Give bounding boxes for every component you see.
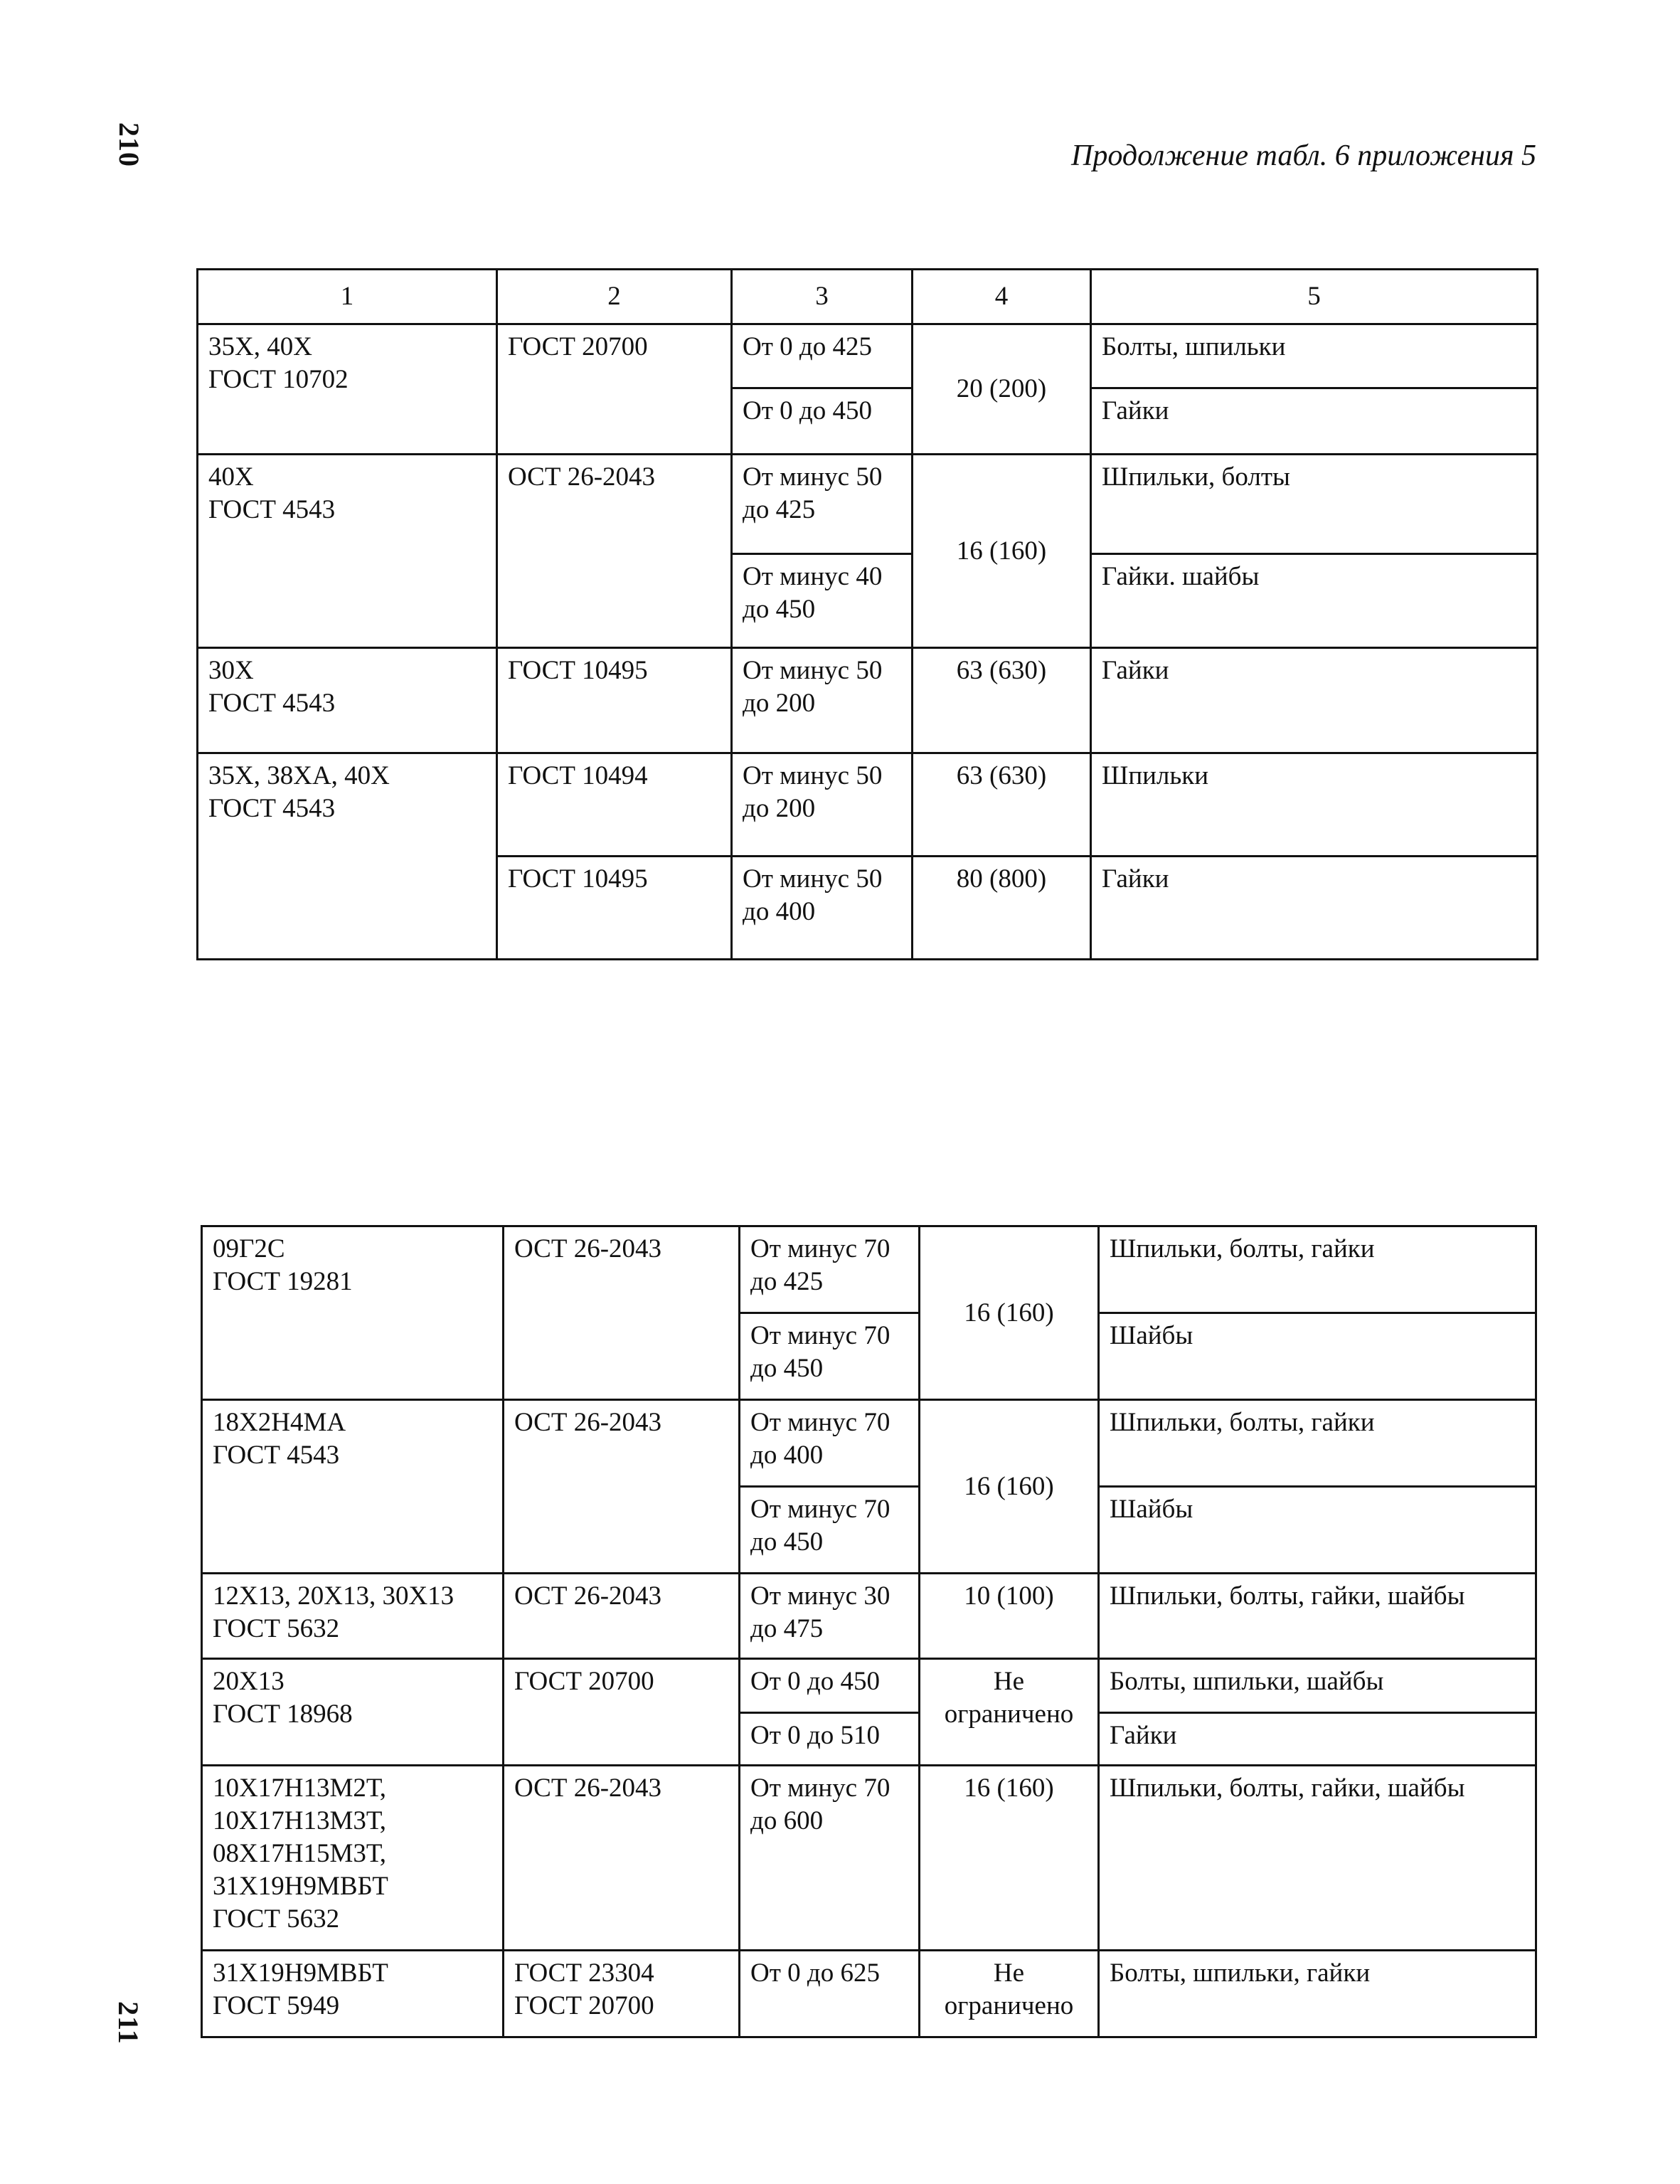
temperature-cell: От минус 50 до 425	[732, 455, 913, 554]
standard-cell: ГОСТ 10495	[497, 857, 732, 960]
purpose-cell: Шпильки, болты, гайки	[1099, 1400, 1536, 1487]
purpose-cell: Болты, шпильки	[1091, 324, 1538, 388]
standard-cell: ГОСТ 23304 ГОСТ 20700	[504, 1951, 740, 2037]
purpose-cell: Гайки. шайбы	[1091, 554, 1538, 648]
purpose-cell: Шпильки, болты, гайки	[1099, 1226, 1536, 1313]
header-cell: 3	[732, 270, 913, 324]
purpose-cell: Гайки	[1091, 648, 1538, 753]
table-row	[202, 1226, 1536, 1313]
table-row	[198, 753, 1538, 857]
material-cell: 12Х13, 20Х13, 30Х13 ГОСТ 5632	[202, 1574, 504, 1659]
material-cell: 18Х2Н4МА ГОСТ 4543	[202, 1400, 504, 1574]
table-row	[202, 1659, 1536, 1713]
table-row	[202, 1951, 1536, 2037]
pressure-cell: 80 (800)	[913, 857, 1091, 960]
pressure-cell: Не ограничено	[920, 1951, 1099, 2037]
standard-cell: ОСТ 26-2043	[504, 1766, 740, 1951]
standard-cell: ГОСТ 20700	[504, 1659, 740, 1766]
temperature-cell: От минус 50 до 200	[732, 648, 913, 753]
purpose-cell: Шпильки, болты, гайки, шайбы	[1099, 1766, 1536, 1951]
pressure-cell: 63 (630)	[913, 753, 1091, 857]
material-cell: 30Х ГОСТ 4543	[198, 648, 497, 753]
temperature-cell: От минус 70 до 425	[740, 1226, 920, 1313]
temperature-cell: От 0 до 450	[740, 1659, 920, 1713]
specs-table-bottom	[201, 1225, 1537, 2038]
purpose-cell: Шпильки, болты, гайки, шайбы	[1099, 1574, 1536, 1659]
material-cell: 40Х ГОСТ 4543	[198, 455, 497, 648]
table-row	[198, 455, 1538, 554]
table-caption: Продолжение табл. 6 приложения 5	[1071, 139, 1536, 172]
table-row	[202, 1400, 1536, 1487]
pressure-cell: 10 (100)	[920, 1574, 1099, 1659]
material-cell: 20Х13 ГОСТ 18968	[202, 1659, 504, 1766]
standard-cell: ГОСТ 10495	[497, 648, 732, 753]
standard-cell: ГОСТ 20700	[497, 324, 732, 455]
table-row	[198, 324, 1538, 388]
pressure-cell: 16 (160)	[920, 1766, 1099, 1951]
standard-cell: ОСТ 26-2043	[504, 1226, 740, 1400]
standard-cell: ОСТ 26-2043	[497, 455, 732, 648]
material-cell: 35Х, 38ХА, 40Х ГОСТ 4543	[198, 753, 497, 960]
header-cell: 5	[1091, 270, 1538, 324]
table-row	[202, 1766, 1536, 1951]
pressure-cell: Не ограничено	[920, 1659, 1099, 1766]
temperature-cell: От минус 70 до 600	[740, 1766, 920, 1951]
standard-cell: ОСТ 26-2043	[504, 1574, 740, 1659]
pressure-cell: 63 (630)	[913, 648, 1091, 753]
purpose-cell: Гайки	[1099, 1713, 1536, 1766]
header-cell: 1	[198, 270, 497, 324]
table-header-row	[198, 270, 1538, 324]
standard-cell: ОСТ 26-2043	[504, 1400, 740, 1574]
page-number-bottom: 211	[112, 2001, 144, 2045]
material-cell: 10Х17Н13М2Т, 10Х17Н13М3Т, 08Х17Н15М3Т, 31Х19Н9МВБТ ГОСТ 5632	[202, 1766, 504, 1951]
pressure-cell: 20 (200)	[913, 324, 1091, 455]
specs-table-top	[196, 268, 1538, 960]
material-cell: 09Г2С ГОСТ 19281	[202, 1226, 504, 1400]
purpose-cell: Болты, шпильки, гайки	[1099, 1951, 1536, 2037]
page-number-top: 210	[113, 122, 145, 167]
pressure-cell: 16 (160)	[913, 455, 1091, 648]
temperature-cell: От 0 до 510	[740, 1713, 920, 1766]
material-cell: 31Х19Н9МВБТ ГОСТ 5949	[202, 1951, 504, 2037]
temperature-cell: От минус 30 до 475	[740, 1574, 920, 1659]
purpose-cell: Гайки	[1091, 388, 1538, 455]
temperature-cell: От минус 70 до 450	[740, 1313, 920, 1400]
temperature-cell: От минус 70 до 450	[740, 1487, 920, 1574]
temperature-cell: От минус 50 до 200	[732, 753, 913, 857]
purpose-cell: Шпильки, болты	[1091, 455, 1538, 554]
standard-cell: ГОСТ 10494	[497, 753, 732, 857]
temperature-cell: От 0 до 625	[740, 1951, 920, 2037]
temperature-cell: От 0 до 425	[732, 324, 913, 388]
header-cell: 4	[913, 270, 1091, 324]
temperature-cell: От 0 до 450	[732, 388, 913, 455]
pressure-cell: 16 (160)	[920, 1400, 1099, 1574]
purpose-cell: Шпильки	[1091, 753, 1538, 857]
temperature-cell: От минус 50 до 400	[732, 857, 913, 960]
temperature-cell: От минус 40 до 450	[732, 554, 913, 648]
purpose-cell: Гайки	[1091, 857, 1538, 960]
header-cell: 2	[497, 270, 732, 324]
table-row	[198, 648, 1538, 753]
pressure-cell: 16 (160)	[920, 1226, 1099, 1400]
table-row	[202, 1574, 1536, 1659]
purpose-cell: Шайбы	[1099, 1313, 1536, 1400]
purpose-cell: Болты, шпильки, шайбы	[1099, 1659, 1536, 1713]
temperature-cell: От минус 70 до 400	[740, 1400, 920, 1487]
material-cell: 35Х, 40Х ГОСТ 10702	[198, 324, 497, 455]
purpose-cell: Шайбы	[1099, 1487, 1536, 1574]
